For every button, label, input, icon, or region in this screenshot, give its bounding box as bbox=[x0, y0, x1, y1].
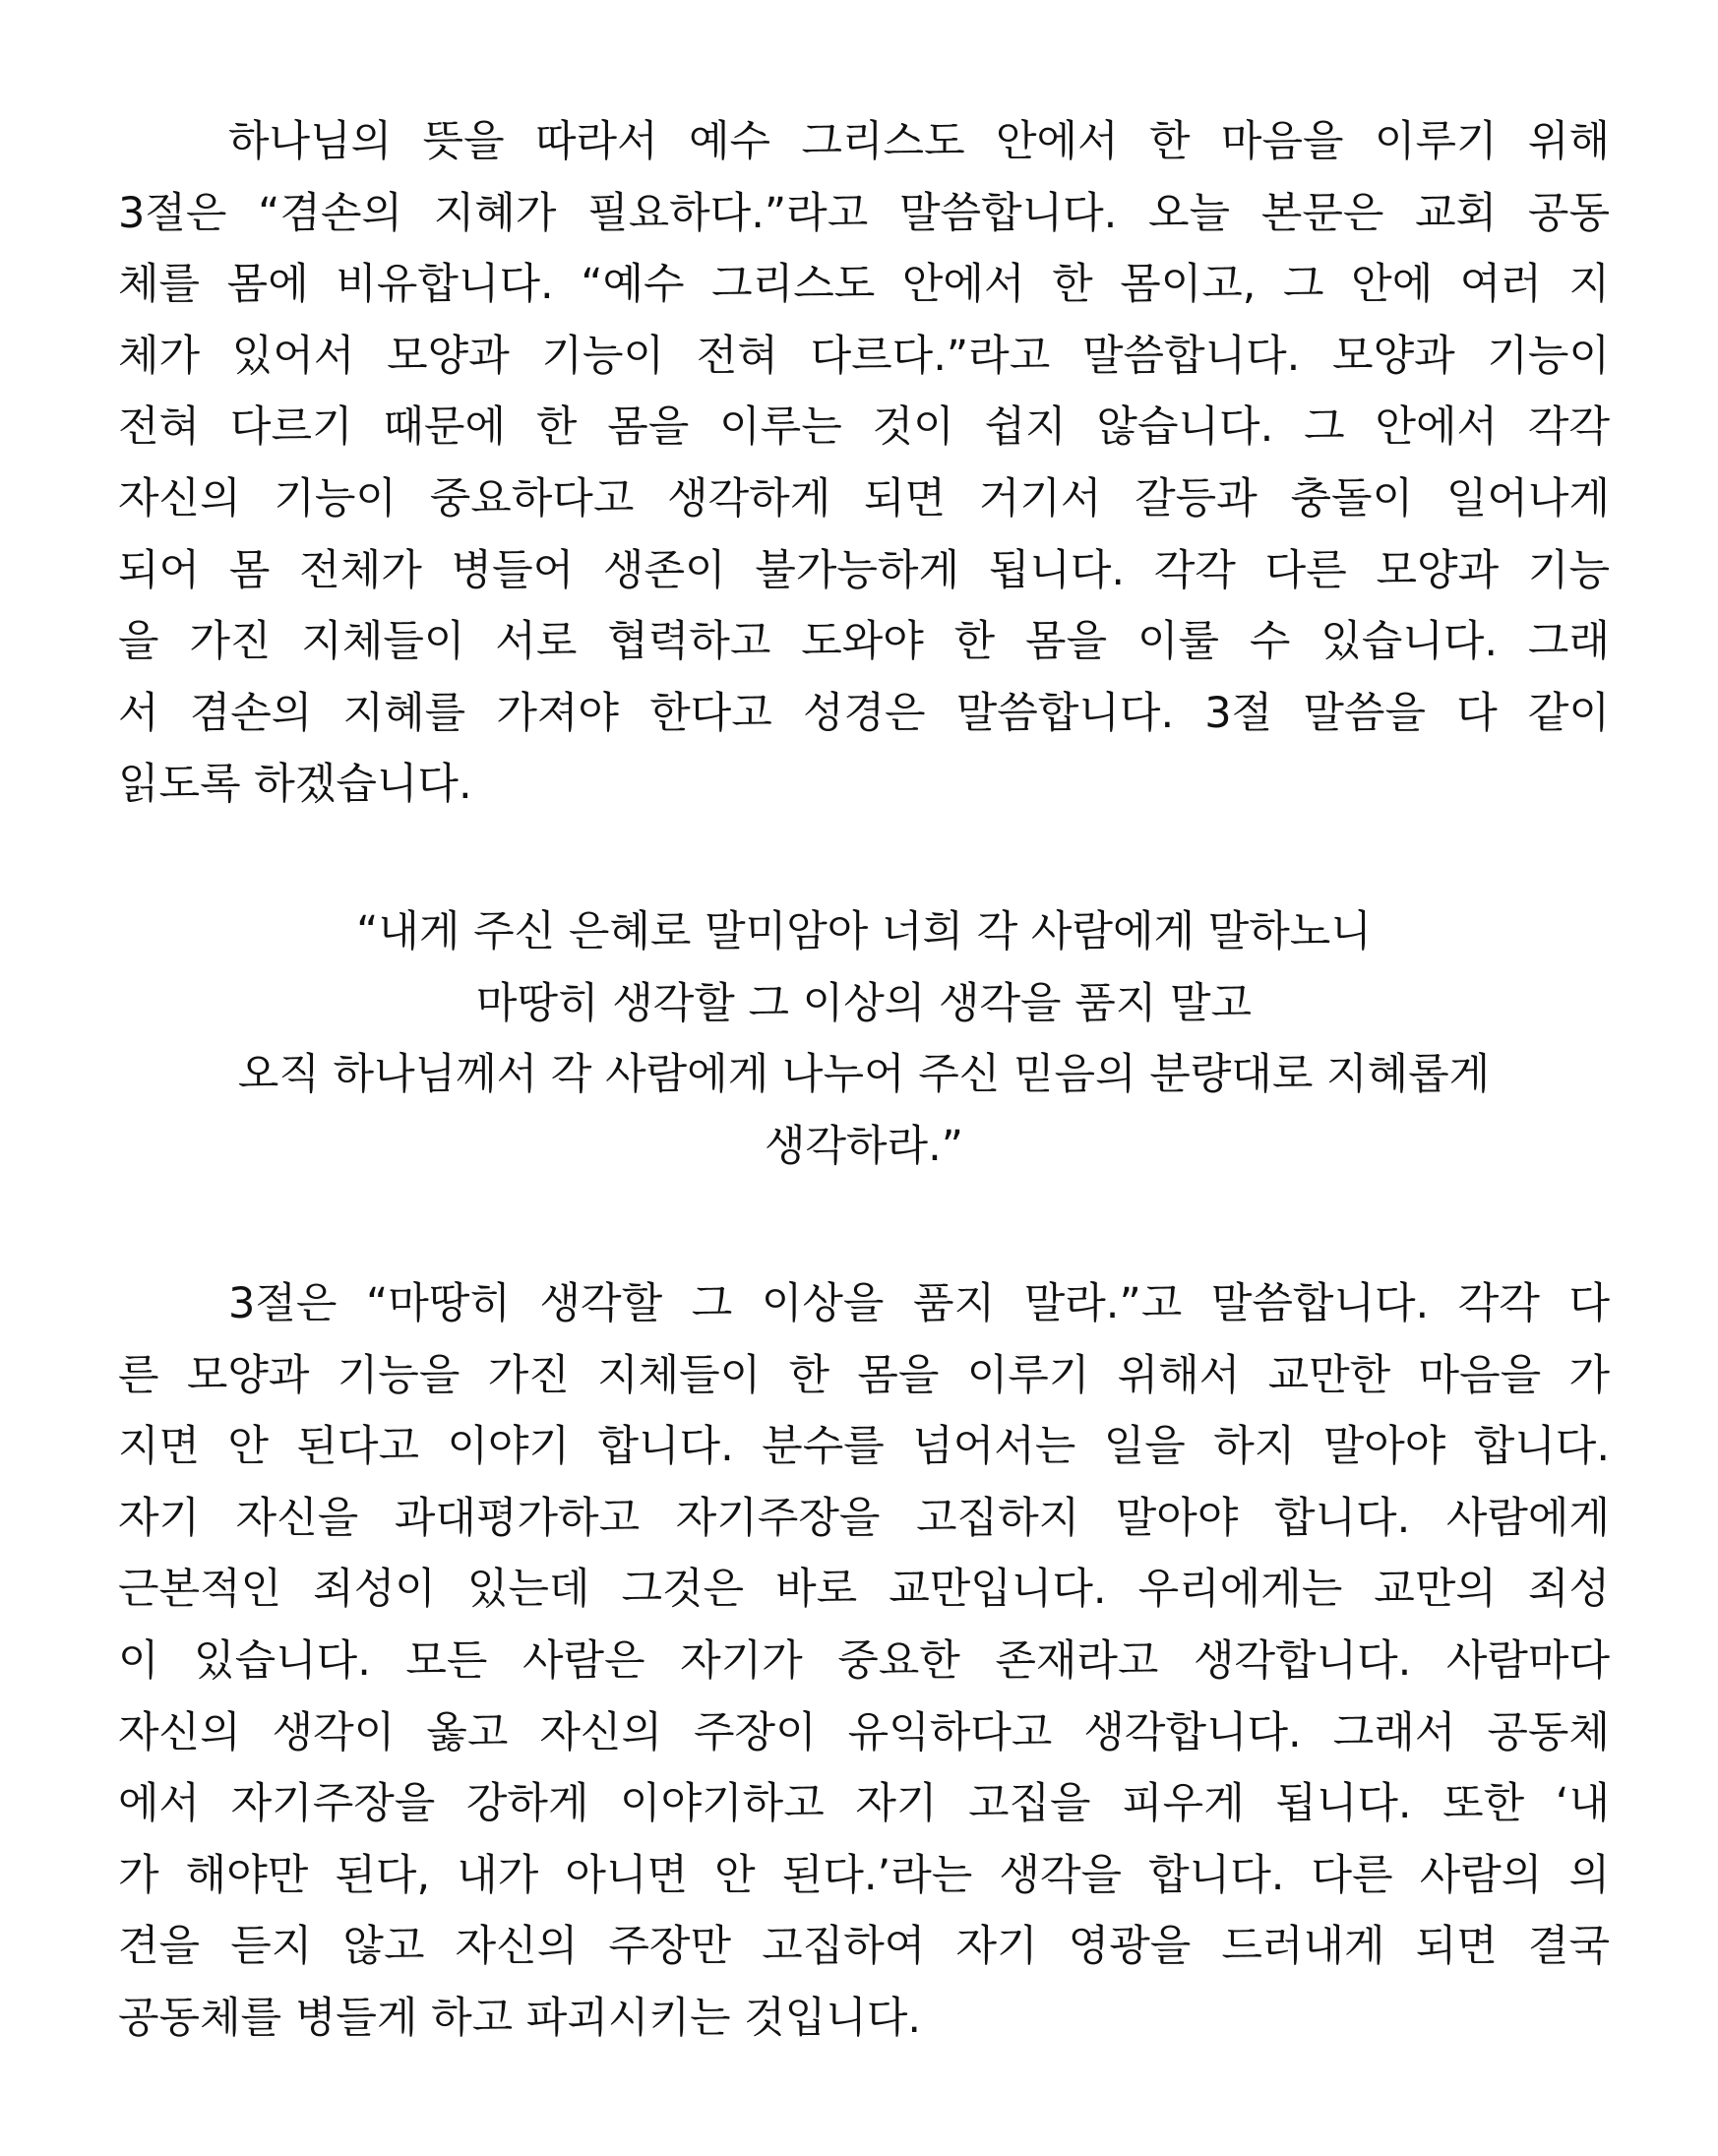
paragraph-2-line: 근본적인 죄성이 있는데 그것은 바로 교만입니다. 우리에게는 교만의 죄성 bbox=[118, 1565, 1610, 1615]
paragraph-2-line: 3절은 “마땅히 생각할 그 이상을 품지 말라.”고 말씀합니다. 각각 다 bbox=[228, 1279, 1610, 1328]
paragraph-1-line: 체를 몸에 비유합니다. “예수 그리스도 안에서 한 몸이고, 그 안에 여러 지 bbox=[118, 260, 1610, 310]
paragraph-2-line: 견을 듣지 않고 자신의 주장만 고집하여 자기 영광을 드러내게 되면 결국 bbox=[118, 1922, 1610, 1972]
paragraph-1-line: 자신의 기능이 중요하다고 생각하게 되면 거기서 갈등과 충돌이 일어나게 bbox=[118, 473, 1610, 524]
paragraph-1-line: 을 가진 지체들이 서로 협력하고 도와야 한 몸을 이룰 수 있습니다. 그래 bbox=[118, 617, 1610, 667]
quote-line: 마땅히 생각할 그 이상의 생각을 품지 말고 bbox=[475, 978, 1253, 1028]
paragraph-2-line: 지면 안 된다고 이야기 합니다. 분수를 넘어서는 일을 하지 말아야 합니다. bbox=[118, 1422, 1610, 1472]
paragraph-2 bbox=[118, 1268, 1610, 2055]
paragraph-2-line: 이 있습니다. 모든 사람은 자기가 중요한 존재라고 생각합니다. 사람마다 bbox=[118, 1635, 1610, 1686]
paragraph-1-line: 읽도록 하겠습니다. bbox=[118, 760, 472, 810]
paragraph-2-line: 른 모양과 기능을 가진 지체들이 한 몸을 이루기 위해서 교만한 마음을 가 bbox=[118, 1350, 1610, 1400]
paragraph-2-line: 자신의 생각이 옳고 자신의 주장이 유익하다고 생각합니다. 그래서 공동체 bbox=[118, 1707, 1610, 1757]
paragraph-1-line: 하나님의 뜻을 따라서 예수 그리스도 안에서 한 마음을 이루기 위해 bbox=[228, 117, 1610, 166]
scripture-quote bbox=[118, 896, 1610, 1182]
quote-line: “내게 주신 은혜로 말미암아 너희 각 사람에게 말하노니 bbox=[356, 907, 1372, 956]
paragraph-1-line: 서 겸손의 지혜를 가져야 한다고 성경은 말씀합니다. 3절 말씀을 다 같이 bbox=[118, 688, 1610, 738]
paragraph-1-line: 3절은 “겸손의 지혜가 필요하다.”라고 말씀합니다. 오늘 본문은 교회 공동 bbox=[118, 188, 1610, 238]
paragraph-2-line: 자기 자신을 과대평가하고 자기주장을 고집하지 말아야 합니다. 사람에게 bbox=[118, 1493, 1610, 1543]
paragraph-1-line: 되어 몸 전체가 병들어 생존이 불가능하게 됩니다. 각각 다른 모양과 기능 bbox=[118, 545, 1610, 595]
quote-line: 오직 하나님께서 각 사람에게 나누어 주신 믿음의 분량대로 지혜롭게 bbox=[237, 1050, 1491, 1100]
quote-line: 생각하라.” bbox=[764, 1121, 964, 1171]
paragraph-1-line: 전혀 다르기 때문에 한 몸을 이루는 것이 쉽지 않습니다. 그 안에서 각각 bbox=[118, 402, 1610, 453]
paragraph-1-line: 체가 있어서 모양과 기능이 전혀 다르다.”라고 말씀합니다. 모양과 기능이 bbox=[118, 331, 1610, 381]
paragraph-2-line: 공동체를 병들게 하고 파괴시키는 것입니다. bbox=[118, 1993, 922, 2043]
paragraph-2-line: 에서 자기주장을 강하게 이야기하고 자기 고집을 피우게 됩니다. 또한 ‘내 bbox=[118, 1779, 1610, 1829]
paragraph-2-line: 가 해야만 된다, 내가 아니면 안 된다.’라는 생각을 합니다. 다른 사람의 의 bbox=[118, 1850, 1610, 1900]
paragraph-1 bbox=[118, 106, 1610, 821]
